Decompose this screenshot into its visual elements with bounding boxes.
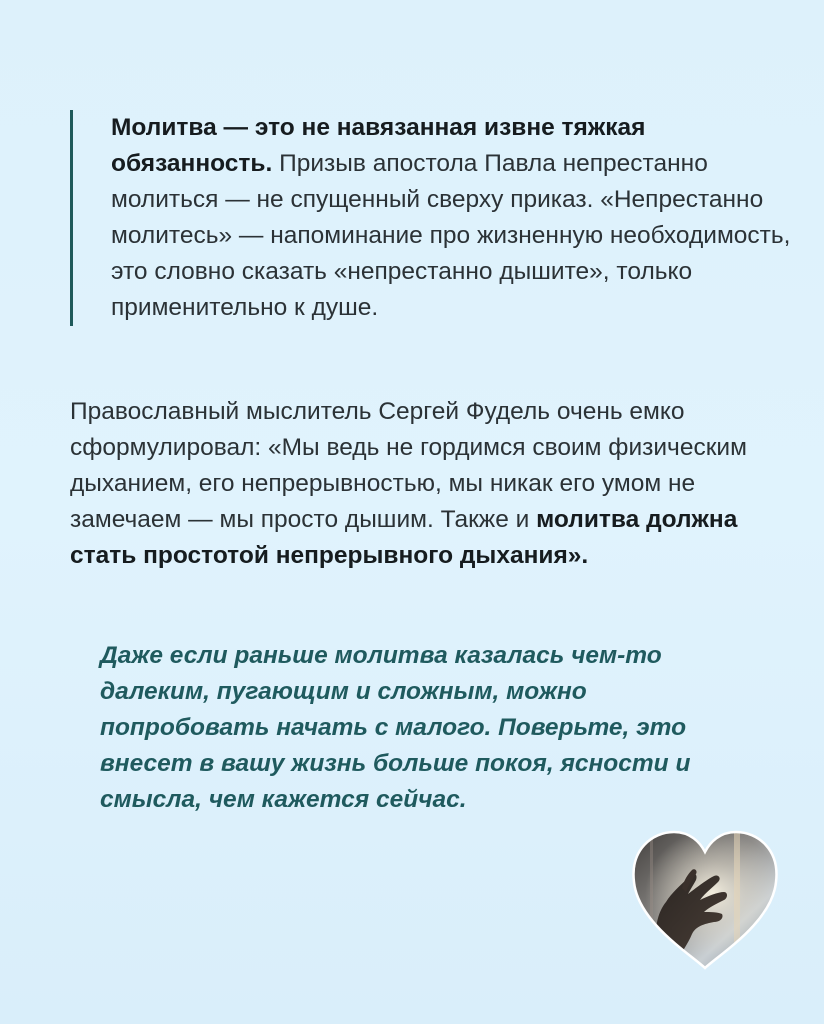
heart-image: [630, 830, 780, 970]
quote-rest: Призыв апостола Павла непрестанно молиться — не спущенный сверху приказ. «Непрестанно молитесь» — напоминание про жизненную необходимость, это словно сказать «непрестанно дышите», только применительно к душе.: [111, 150, 791, 321]
paragraph-text: Православный мыслитель Сергей Фудель очень емко сформулировал: «Мы ведь не гордимся своим физическим дыханием, его непрерывностью, мы никак его умом не замечаем — мы просто дышим. Также и: [70, 398, 747, 533]
quote-block: [70, 110, 791, 326]
fudel-paragraph: [70, 394, 790, 574]
quote-bold-lead: Молитва — это не навязанная извне тяжкая обязанность.: [111, 114, 646, 177]
paragraph-bold-end: молитва должна стать простотой непрерывного дыхания».: [70, 506, 738, 569]
heart-photo-icon: [630, 830, 780, 970]
quote-text: [111, 110, 791, 326]
closing-statement: Даже если раньше молитва казалась чем-то далеким, пугающим и сложным, можно попробовать начать с малого. Поверьте, это внесет в вашу жизнь больше покоя, ясности и смысла, чем кажется сейчас.: [100, 642, 691, 813]
